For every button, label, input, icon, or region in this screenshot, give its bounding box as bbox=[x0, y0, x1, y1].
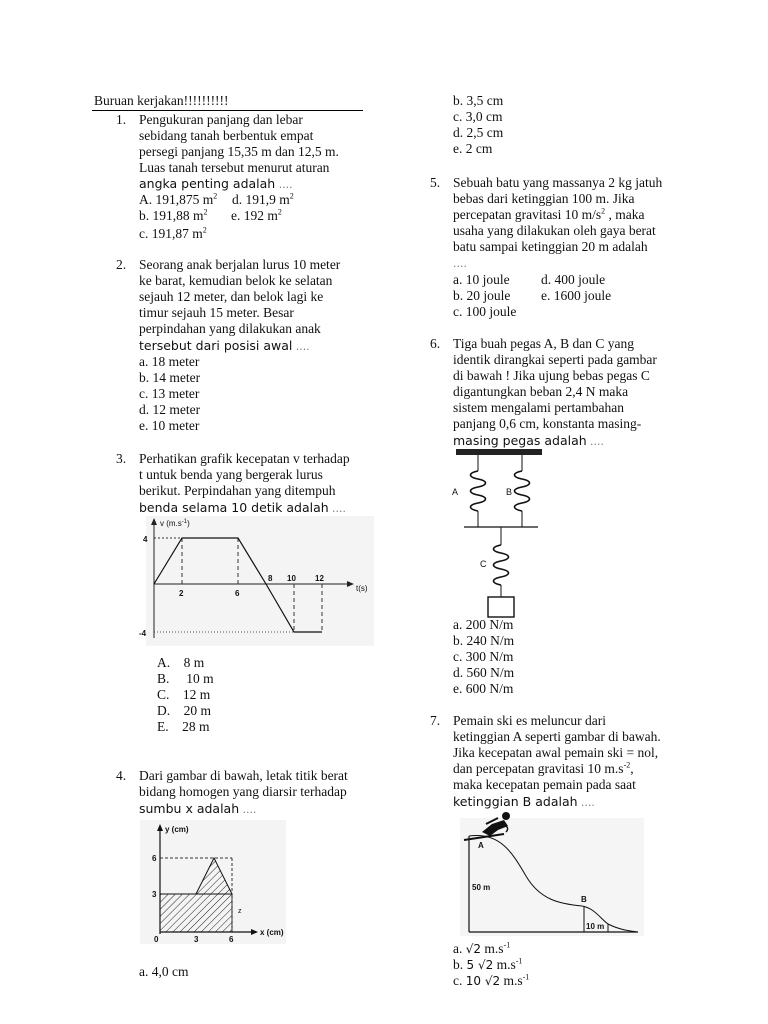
question-text: usaha yang dilakukan oleh gaya berat bbox=[453, 223, 656, 238]
option-e[interactable]: E. 28 m bbox=[157, 719, 210, 734]
option-d[interactable] bbox=[232, 192, 294, 208]
point-b-label: B bbox=[581, 895, 587, 904]
question-number: 5. bbox=[430, 175, 441, 190]
option-e[interactable] bbox=[231, 208, 282, 224]
spring-label-a: A bbox=[452, 487, 459, 497]
ellipsis: …. bbox=[332, 503, 346, 515]
question-text bbox=[139, 338, 310, 355]
option-d[interactable]: d. 400 joule bbox=[541, 272, 606, 287]
superscript: 2 bbox=[202, 225, 207, 235]
question-text: perpindahan yang dilakukan anak bbox=[139, 321, 321, 336]
question-text-end: sumbu x adalah bbox=[139, 801, 240, 816]
option-e[interactable]: e. 600 N/m bbox=[453, 681, 514, 696]
superscript: 2 bbox=[277, 207, 282, 217]
question-text: Dari gambar di bawah, letak titik berat bbox=[139, 768, 348, 783]
option-a[interactable]: a. 10 joule bbox=[453, 272, 510, 287]
option-d[interactable]: d. 560 N/m bbox=[453, 665, 515, 680]
question-text: bidang homogen yang diarsir terhadap bbox=[139, 784, 347, 799]
option-a[interactable] bbox=[139, 192, 217, 208]
question-number: 4. bbox=[116, 768, 127, 783]
question-text: panjang 0,6 cm, konstanta masing- bbox=[453, 416, 642, 431]
question-text: berikut. Perpindahan yang ditempuh bbox=[139, 483, 336, 498]
question-text-end: angka penting adalah bbox=[139, 176, 276, 191]
ellipsis: …. bbox=[590, 436, 604, 448]
question-text bbox=[139, 801, 256, 818]
header-underline bbox=[92, 110, 363, 111]
option-e[interactable]: e. 1600 joule bbox=[541, 288, 612, 303]
option-a[interactable]: a. 200 N/m bbox=[453, 617, 514, 632]
option-c[interactable]: c. 13 meter bbox=[139, 386, 200, 401]
option-c[interactable] bbox=[139, 226, 207, 242]
question-text: sejauh 12 meter, dan belok lagi ke bbox=[139, 289, 324, 304]
point-a-label: A bbox=[478, 841, 484, 850]
t-axis-label: t(s) bbox=[356, 584, 368, 593]
worksheet-header: Buruan kerjakan!!!!!!!!!! bbox=[94, 93, 229, 108]
option-b[interactable] bbox=[453, 957, 522, 973]
superscript: 2 bbox=[289, 191, 294, 201]
tick-label-6: 6 bbox=[235, 589, 240, 598]
option-b[interactable] bbox=[139, 208, 208, 224]
question-text-acc-end: , bbox=[630, 761, 634, 776]
option-c[interactable]: C. 12 m bbox=[157, 687, 211, 702]
question-text: sistem mengalami pertambahan bbox=[453, 400, 624, 415]
height-label: 50 m bbox=[472, 883, 491, 892]
question-text: identik dirangkai seperti pada gambar bbox=[453, 352, 657, 367]
question-text-end: benda selama 10 detik adalah bbox=[139, 500, 329, 515]
tick-label-4: 4 bbox=[143, 535, 148, 544]
option-label: d. 191,9 m bbox=[232, 192, 290, 207]
question-text bbox=[139, 176, 292, 193]
question-text bbox=[453, 761, 634, 777]
option-d[interactable]: D. 20 m bbox=[157, 703, 211, 718]
option-a[interactable]: A. 8 m bbox=[157, 655, 205, 670]
option-b[interactable]: b. 3,5 cm bbox=[453, 93, 504, 108]
question-text: digantungkan beban 2,4 N maka bbox=[453, 384, 629, 399]
question-text: ke barat, kemudian belok ke selatan bbox=[139, 273, 333, 288]
question-number: 2. bbox=[116, 257, 127, 272]
spring-label-b: B bbox=[506, 487, 513, 497]
v-axis-label-text: v (m.s bbox=[160, 519, 182, 528]
question-text: batu sampai ketinggian 20 m adalah bbox=[453, 239, 648, 254]
option-prefix: c. bbox=[453, 973, 466, 988]
question-text-acc: dan percepatan gravitasi 10 m.s bbox=[453, 761, 624, 776]
option-unit: m.s bbox=[493, 957, 516, 972]
question-text-acc: percepatan gravitasi 10 m/s bbox=[453, 207, 602, 222]
option-a[interactable] bbox=[453, 941, 510, 957]
superscript: -2 bbox=[623, 760, 631, 770]
ellipsis: …. bbox=[580, 797, 595, 809]
question-text: Tiga buah pegas A, B dan C yang bbox=[453, 336, 634, 351]
option-label: c. 191,87 m bbox=[139, 226, 203, 241]
option-a[interactable]: a. 18 meter bbox=[139, 354, 200, 369]
graph-background bbox=[146, 516, 374, 646]
question-text: Pengukuran panjang dan lebar bbox=[139, 112, 303, 127]
superscript: 2 bbox=[601, 206, 606, 216]
question-text: ketinggian A seperti gambar di bawah. bbox=[453, 729, 661, 744]
option-label: A. 191,875 m bbox=[139, 192, 214, 207]
superscript: -1 bbox=[515, 956, 523, 966]
option-b[interactable]: b. 14 meter bbox=[139, 370, 201, 385]
option-d[interactable]: d. 12 meter bbox=[139, 402, 201, 417]
tick-label-6: 6 bbox=[152, 854, 157, 863]
option-prefix: a. bbox=[453, 941, 466, 956]
question-number: 7. bbox=[430, 713, 441, 728]
ski-slope-figure bbox=[460, 812, 644, 936]
label-z: z bbox=[238, 908, 242, 915]
tick-label-8: 8 bbox=[268, 574, 273, 583]
ellipsis: …. bbox=[242, 804, 257, 816]
spring-a-coil bbox=[471, 471, 486, 511]
question-text: Sebuah batu yang massanya 2 kg jatuh bbox=[453, 175, 663, 190]
hanging-load bbox=[488, 597, 514, 617]
ellipsis: …. bbox=[453, 258, 467, 270]
question-text: Jika kecepatan awal pemain ski = nol, bbox=[453, 745, 659, 760]
option-label: e. 192 m bbox=[231, 208, 278, 223]
ellipsis: …. bbox=[295, 341, 310, 353]
question-text: t untuk benda yang bergerak lurus bbox=[139, 467, 323, 482]
question-text: bebas dari ketinggian 100 m. Jika bbox=[453, 191, 635, 206]
spring-label-c: C bbox=[480, 559, 487, 569]
option-e[interactable]: e. 10 meter bbox=[139, 418, 200, 433]
spring-system-figure bbox=[446, 449, 546, 621]
option-b[interactable]: b. 240 N/m bbox=[453, 633, 515, 648]
centroid-figure bbox=[138, 818, 288, 946]
option-e[interactable]: e. 2 cm bbox=[453, 141, 493, 156]
spring-c-coil bbox=[494, 545, 509, 585]
option-c[interactable]: c. 300 N/m bbox=[453, 649, 514, 664]
option-c[interactable]: c. 100 joule bbox=[453, 304, 517, 319]
option-root: 5 √2 bbox=[466, 958, 494, 972]
question-text: sebidang tanah berbentuk empat bbox=[139, 128, 314, 143]
question-text: Pemain ski es meluncur dari bbox=[453, 713, 606, 728]
question-text bbox=[453, 433, 604, 450]
option-b[interactable]: b. 20 joule bbox=[453, 288, 511, 303]
option-label: b. 191,88 m bbox=[139, 208, 204, 223]
superscript: -1 bbox=[522, 972, 530, 982]
question-text-end: masing pegas adalah bbox=[453, 433, 587, 448]
tick-label-0: 0 bbox=[154, 935, 159, 944]
tick-label-6: 6 bbox=[229, 935, 234, 944]
velocity-time-graph bbox=[138, 514, 376, 648]
tick-label-2: 2 bbox=[179, 589, 184, 598]
question-text bbox=[453, 794, 595, 811]
option-unit: m.s bbox=[481, 941, 504, 956]
question-text-end: ketinggian B adalah bbox=[453, 794, 578, 809]
x-axis-label: x (cm) bbox=[260, 928, 284, 937]
tick-label-10: 10 bbox=[287, 574, 296, 583]
ceiling-bar bbox=[456, 449, 542, 455]
option-c[interactable]: c. 3,0 cm bbox=[453, 109, 503, 124]
superscript: -1 bbox=[503, 940, 511, 950]
v-axis-label-close: ) bbox=[187, 519, 190, 528]
tick-label-neg4: -4 bbox=[139, 629, 147, 638]
option-prefix: b. bbox=[453, 957, 467, 972]
option-a[interactable]: a. 4,0 cm bbox=[139, 964, 189, 979]
question-text: di bawah ! Jika ujung bebas pegas C bbox=[453, 368, 650, 383]
base-label: 10 m bbox=[586, 922, 605, 931]
tick-label-3: 3 bbox=[152, 890, 157, 899]
question-text: persegi panjang 15,35 m dan 12,5 m. bbox=[139, 144, 339, 159]
shaded-rectangle bbox=[160, 894, 232, 932]
superscript: 2 bbox=[213, 191, 218, 201]
question-text: maka kecepatan pemain pada saat bbox=[453, 777, 636, 792]
question-text bbox=[453, 207, 644, 223]
spring-b-coil bbox=[515, 471, 530, 511]
option-root: √2 bbox=[465, 942, 482, 956]
option-root: 10 √2 bbox=[465, 974, 501, 988]
question-text: Seorang anak berjalan lurus 10 meter bbox=[139, 257, 341, 272]
question-text: Perhatikan grafik kecepatan v terhadap bbox=[139, 451, 350, 466]
v-axis-label-exp: -1 bbox=[181, 519, 188, 525]
option-b[interactable]: B. 10 m bbox=[157, 671, 214, 686]
question-text: Luas tanah tersebut menurut aturan bbox=[139, 160, 330, 175]
question-number: 3. bbox=[116, 451, 127, 466]
y-axis-label: y (cm) bbox=[165, 825, 189, 834]
question-number: 1. bbox=[116, 112, 127, 127]
option-c[interactable] bbox=[453, 973, 529, 989]
option-d[interactable]: d. 2,5 cm bbox=[453, 125, 504, 140]
question-text-end: tersebut dari posisi awal bbox=[139, 338, 293, 353]
ellipsis: …. bbox=[278, 179, 293, 191]
question-number: 6. bbox=[430, 336, 441, 351]
question-text-acc-end: , maka bbox=[605, 207, 645, 222]
tick-label-3: 3 bbox=[194, 935, 199, 944]
tick-label-12: 12 bbox=[315, 574, 324, 583]
question-text: timur sejauh 15 meter. Besar bbox=[139, 305, 294, 320]
superscript: 2 bbox=[203, 207, 208, 217]
option-unit: m.s bbox=[500, 973, 523, 988]
